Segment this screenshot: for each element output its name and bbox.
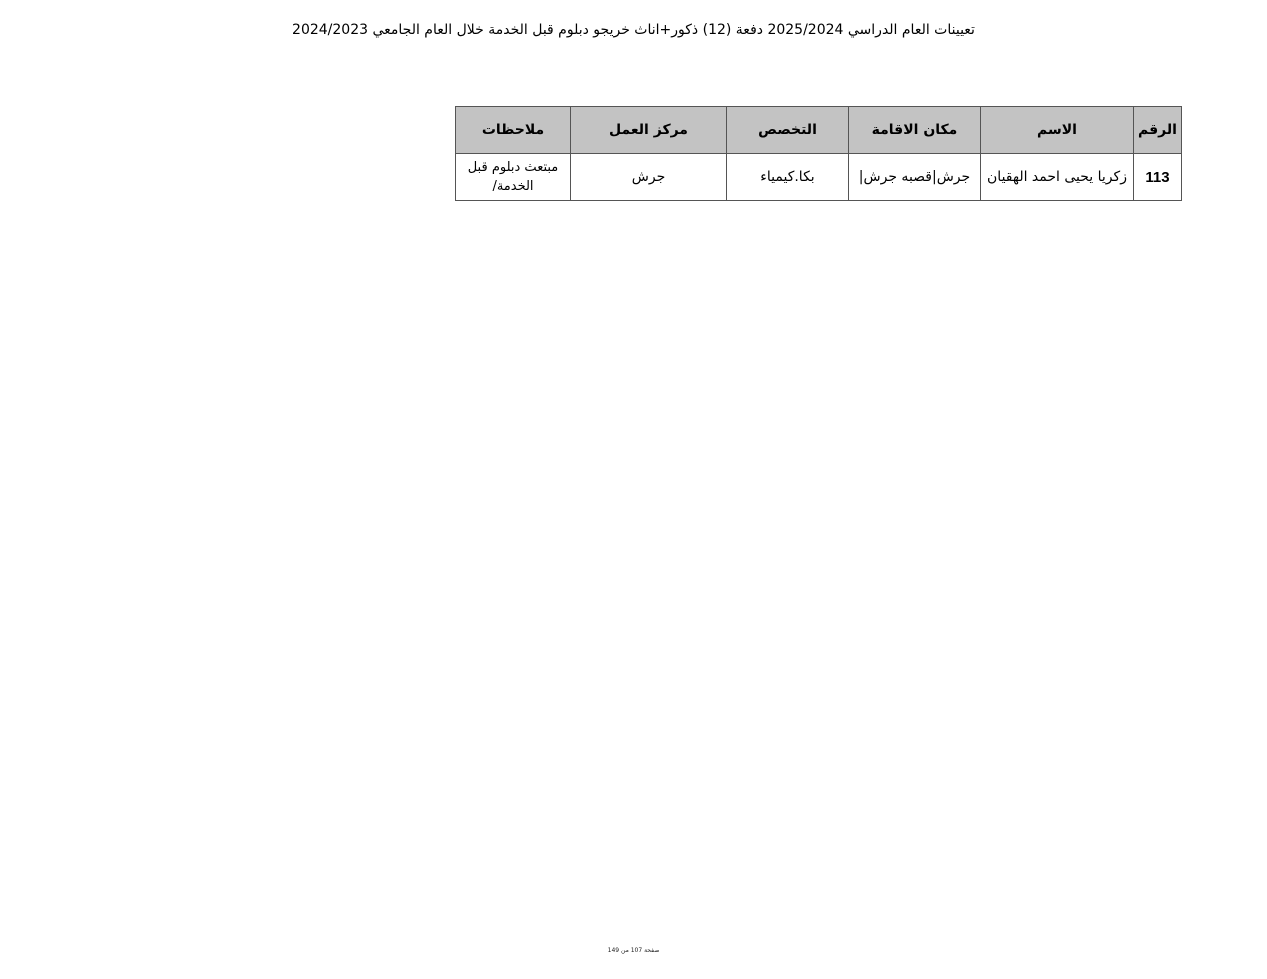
header-notes: ملاحظات [456,107,571,154]
header-number: الرقم [1134,107,1182,154]
header-residence: مكان الاقامة [849,107,981,154]
table-row [456,154,1182,201]
header-work-center: مركز العمل [571,107,727,154]
header-name: الاسم [981,107,1134,154]
table-header-row [456,107,1182,154]
cell-notes: مبتعث دبلوم قبل الخدمة/ [456,154,571,201]
cell-specialization: بكا.كيمياء [727,154,849,201]
document-title: تعيينات العام الدراسي 2025/2024 دفعة (12) ذكور+اناث خريجو دبلوم قبل الخدمة خلال العام الجامعي 2024/2023 [292,22,975,38]
page-number-footer: صفحة 107 من 149 [607,947,660,954]
cell-work-center: جرش [571,154,727,201]
cell-name: زكريا يحيى احمد الهقيان [981,154,1134,201]
appointments-table [455,106,1182,201]
cell-residence: جرش|قصبه جرش| [849,154,981,201]
cell-number: 113 [1134,154,1182,201]
header-specialization: التخصص [727,107,849,154]
